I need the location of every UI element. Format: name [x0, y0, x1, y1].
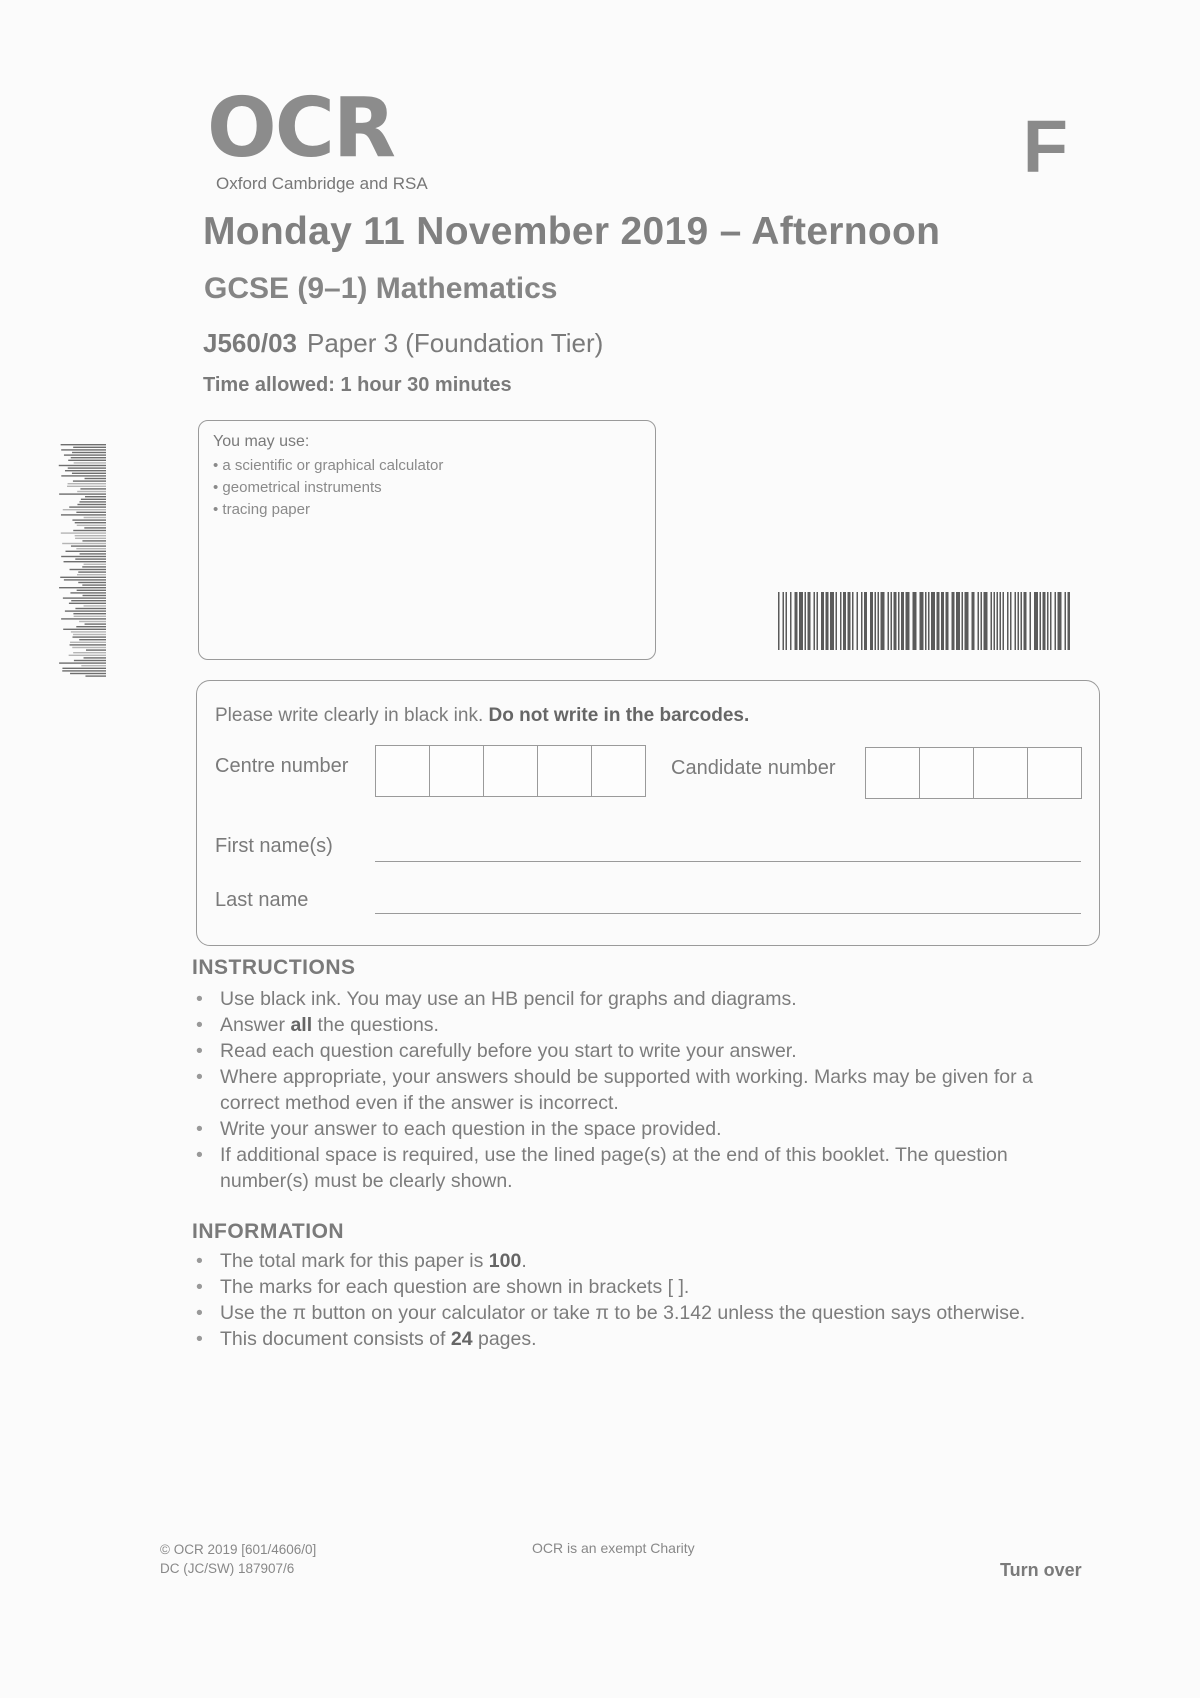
exam-date: Monday 11 November 2019 – Afternoon	[203, 210, 941, 253]
paper-title: Paper 3 (Foundation Tier)	[306, 328, 604, 358]
candidate-number-digit[interactable]	[1027, 747, 1082, 799]
instructions-list	[192, 986, 1072, 1194]
last-name-field[interactable]	[375, 913, 1081, 914]
ink-notice: Please write clearly in black ink. Do not write in the barcodes.	[215, 705, 750, 726]
candidate-number-digit[interactable]	[973, 747, 1028, 799]
equipment-box	[198, 420, 656, 660]
document-reference: DC (JC/SW) 187907/6	[160, 1561, 295, 1576]
centre-number-boxes	[375, 745, 645, 797]
ocr-logo: OCR	[207, 81, 395, 176]
instruction-item: • Use black ink. You may use an HB pencil for graphs and diagrams.	[192, 986, 1072, 1012]
barcode-warning: Do not write in the barcodes.	[488, 705, 750, 726]
paper-code: J560/03	[203, 328, 297, 358]
equipment-item: • tracing paper	[213, 499, 443, 521]
information-item: • This document consists of 24 pages.	[192, 1326, 1072, 1352]
equipment-item: • a scientific or graphical calculator	[213, 455, 443, 477]
copyright-line: © OCR 2019 [601/4606/0]	[160, 1542, 317, 1557]
instruction-item: • If additional space is required, use the lined page(s) at the end of this booklet. The question number(s) must be clearly shown.	[192, 1142, 1072, 1194]
centre-number-digit[interactable]	[483, 745, 538, 797]
paper-line	[203, 328, 603, 359]
equipment-list	[213, 455, 443, 521]
instructions-heading: INSTRUCTIONS	[192, 956, 356, 979]
last-name-label: Last name	[215, 889, 309, 911]
centre-number-label: Centre number	[215, 755, 349, 777]
charity-note: OCR is an exempt Charity	[532, 1540, 695, 1556]
first-name-field[interactable]	[375, 861, 1081, 862]
centre-number-digit[interactable]	[429, 745, 484, 797]
exam-subject: GCSE (9–1) Mathematics	[204, 272, 558, 305]
candidate-details-box	[196, 680, 1100, 946]
time-allowed: Time allowed: 1 hour 30 minutes	[203, 374, 512, 396]
candidate-number-digit[interactable]	[919, 747, 974, 799]
tier-letter: F	[1022, 105, 1068, 188]
instruction-item: • Answer all the questions.	[192, 1012, 1072, 1038]
side-barcode	[56, 444, 106, 678]
first-name-label: First name(s)	[215, 835, 333, 857]
instruction-item: • Where appropriate, your answers should be supported with working. Marks may be given for a correct method even if the answer is incorrect.	[192, 1064, 1072, 1116]
centre-number-digit[interactable]	[537, 745, 592, 797]
information-item: • The marks for each question are shown in brackets [ ].	[192, 1274, 1072, 1300]
ocr-logo-subtitle: Oxford Cambridge and RSA	[216, 174, 428, 193]
instruction-item: • Read each question carefully before you start to write your answer.	[192, 1038, 1072, 1064]
turn-over-label: Turn over	[1000, 1560, 1082, 1580]
information-item: • Use the π button on your calculator or take π to be 3.142 unless the question says otherwise.	[192, 1300, 1072, 1326]
information-list	[192, 1248, 1072, 1352]
instruction-item: • Write your answer to each question in the space provided.	[192, 1116, 1072, 1142]
equipment-title: You may use:	[213, 433, 310, 450]
centre-number-digit[interactable]	[591, 745, 646, 797]
candidate-number-digit[interactable]	[865, 747, 920, 799]
centre-number-digit[interactable]	[375, 745, 430, 797]
main-barcode	[778, 592, 1070, 650]
information-heading: INFORMATION	[192, 1220, 345, 1243]
candidate-number-label: Candidate number	[671, 757, 836, 779]
equipment-item: • geometrical instruments	[213, 477, 443, 499]
footer-copyright	[160, 1540, 316, 1578]
candidate-number-boxes	[865, 747, 1081, 799]
information-item: • The total mark for this paper is 100.	[192, 1248, 1072, 1274]
